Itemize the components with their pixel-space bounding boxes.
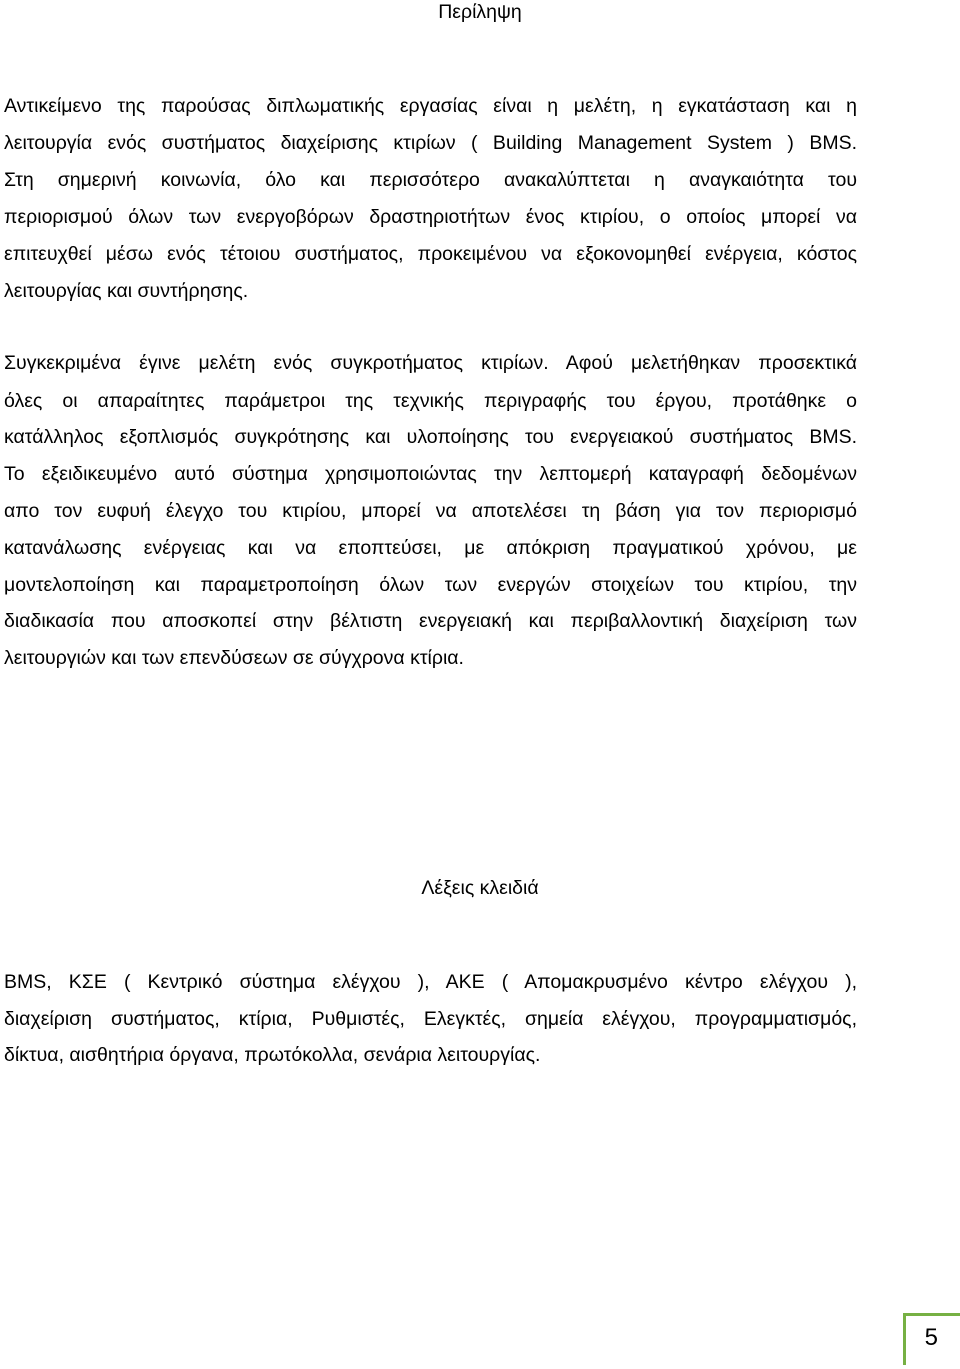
abstract-heading: Περίληψη [438, 1, 522, 23]
abstract-line: λειτουργιών και των επενδύσεων σε σύγχρονα κτίρια. [4, 647, 464, 669]
abstract-line: περιορισμού όλων των ενεργοβόρων δραστηριοτήτων ένος κτιρίου, ο οποίος μπορεί να [4, 206, 857, 228]
abstract-line: μοντελοποίηση και παραμετροποίηση όλων των ενεργών στοιχείων του κτιρίου, την [4, 574, 857, 596]
abstract-line: Το εξειδικευμένο αυτό σύστημα χρησιμοποιώντας την λεπτομερή καταγραφή δεδομένων [4, 463, 857, 485]
abstract-line: κατάλληλος εξοπλισμός συγκρότησης και υλοποίησης του ενεργειακού συστήματος BMS. [4, 426, 857, 448]
abstract-line: επιτευχθεί μέσω ενός τέτοιου συστήματος, προκειμένου να εξοκονομηθεί ενέργεια, κόστος [4, 243, 857, 265]
page-number: 5 [924, 1324, 938, 1351]
keywords-line: διαχείριση συστήματος, κτίρια, Ρυθμιστές, Ελεγκτές, σημεία ελέγχου, προγραμματισμός, [4, 1008, 857, 1030]
keywords-line: BMS, ΚΣΕ ( Κεντρικό σύστημα ελέγχου ), ΑΚΕ ( Απομακρυσμένο κέντρο ελέγχου ), [4, 971, 857, 993]
keywords-line: δίκτυα, αισθητήρια όργανα, πρωτόκολλα, σενάρια λειτουργίας. [4, 1044, 541, 1066]
keywords-heading: Λέξεις κλειδιά [421, 877, 539, 899]
abstract-line: κατανάλωσης ενέργειας και να εποπτεύσει, με απόκριση πραγματικού χρόνου, με [4, 537, 857, 559]
abstract-line: λειτουργίας και συντήρησης. [4, 280, 249, 302]
abstract-line: Αντικείμενο της παρούσας διπλωματικής εργασίας είναι η μελέτη, η εγκατάσταση και η [4, 95, 857, 117]
abstract-line: απο τον ευφυή έλεγχο του κτιρίου, μπορεί να αποτελέσει τη βάση για τον περιορισμό [4, 500, 857, 522]
page-number-frame [903, 1313, 960, 1365]
abstract-line: Στη σημερινή κοινωνία, όλο και περισσότερο ανακαλύπτεται η αναγκαιότητα του [4, 169, 857, 191]
abstract-line: Συγκεκριμένα έγινε μελέτη ενός συγκροτήματος κτιρίων. Αφού μελετήθηκαν προσεκτικά [4, 352, 857, 374]
abstract-line: λειτουργία ενός συστήματος διαχείρισης κτιρίων ( Building Management System ) BMS. [4, 132, 857, 154]
abstract-line: όλες οι απαραίτητες παράμετροι της τεχνικής περιγραφής του έργου, προτάθηκε ο [4, 390, 857, 412]
abstract-line: διαδικασία που αποσκοπεί στην βέλτιστη ενεργειακή και περιβαλλοντική διαχείριση των [4, 610, 857, 632]
